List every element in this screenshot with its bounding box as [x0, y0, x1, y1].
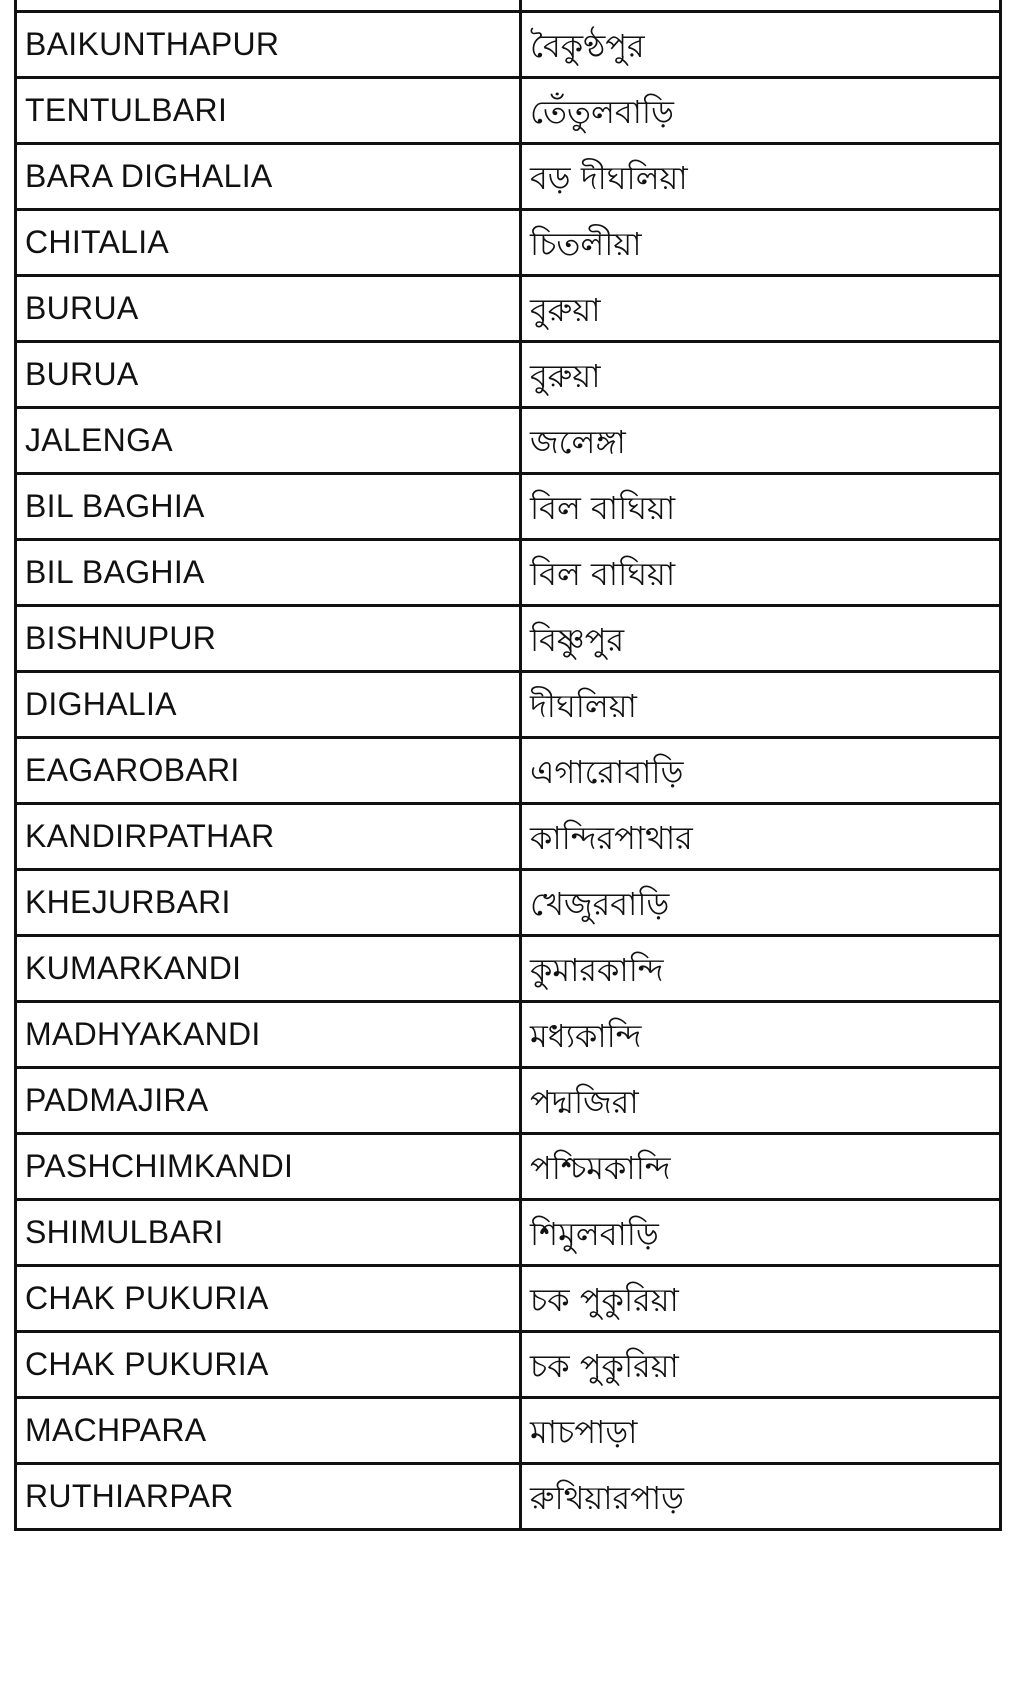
- table-row: [16, 804, 1001, 870]
- table-row: [16, 1134, 1001, 1200]
- table-row: [16, 1002, 1001, 1068]
- place-name-table: [14, 0, 1002, 1531]
- table-row: [16, 144, 1001, 210]
- table-left-border: [0, 0, 3, 1612]
- bengali-name-cell: [521, 342, 1001, 408]
- bengali-name-text: দীঘলিয়া: [530, 686, 637, 725]
- english-name-cell: KANDIRPATHAR: [16, 804, 521, 870]
- english-name-cell: EAGAROBARI: [16, 738, 521, 804]
- table-row: [16, 78, 1001, 144]
- bengali-name-text: বুরুয়া: [530, 290, 601, 329]
- table-row: [16, 408, 1001, 474]
- bengali-name-text: বিল বাঘিয়া: [530, 488, 676, 527]
- english-name-cell: BURUA: [16, 342, 521, 408]
- bengali-name-text: বিল বাঘিয়া: [530, 554, 676, 593]
- english-name-cell: SHIMULBARI: [16, 1200, 521, 1266]
- bengali-name-text: বৈকুণ্ঠপুর: [530, 26, 645, 65]
- table-row: [16, 540, 1001, 606]
- bengali-name-cell: [521, 1464, 1001, 1530]
- english-name-cell: DIGHALIA: [16, 672, 521, 738]
- english-name-cell: PASHCHIMKANDI: [16, 1134, 521, 1200]
- bengali-name-cell: [521, 1332, 1001, 1398]
- bengali-name-text: কুমারকান্দি: [530, 950, 664, 989]
- english-name-cell: BISHNUPUR: [16, 606, 521, 672]
- bengali-name-text: মধ্যকান্দি: [530, 1016, 642, 1055]
- bengali-name-cell: [521, 606, 1001, 672]
- bengali-name-text: চিতলীয়া: [530, 224, 642, 263]
- english-name-cell: BIL BAGHIA: [16, 540, 521, 606]
- bengali-name-text: রুথিয়ারপাড়: [530, 1478, 685, 1517]
- bengali-name-text: বুরুয়া: [530, 356, 601, 395]
- table-row: [16, 1266, 1001, 1332]
- table-body: [16, 0, 1001, 1530]
- bengali-name-text: শিমুলবাড়ি: [530, 1214, 659, 1253]
- english-name-cell: BURUA: [16, 276, 521, 342]
- table-row: [16, 210, 1001, 276]
- table-header-remnant: [16, 0, 1001, 12]
- table-row: [16, 738, 1001, 804]
- table-row: [16, 342, 1001, 408]
- bengali-name-text: এগারোবাড়ি: [530, 752, 684, 791]
- bengali-name-cell: [521, 540, 1001, 606]
- english-name-cell: RUTHIARPAR: [16, 1464, 521, 1530]
- table-row: [16, 1464, 1001, 1530]
- bengali-name-cell: [521, 1002, 1001, 1068]
- bengali-name-cell: [521, 1134, 1001, 1200]
- bengali-name-text: বড় দীঘলিয়া: [530, 158, 688, 197]
- bengali-name-cell: [521, 276, 1001, 342]
- bengali-name-text: খেজুরবাড়ি: [530, 884, 670, 923]
- english-name-cell: BAIKUNTHAPUR: [16, 12, 521, 78]
- table-row: [16, 672, 1001, 738]
- table-row: [16, 474, 1001, 540]
- bengali-name-text: চক পুকুরিয়া: [530, 1280, 679, 1319]
- table-row: [16, 12, 1001, 78]
- table-row: [16, 276, 1001, 342]
- english-name-cell: MACHPARA: [16, 1398, 521, 1464]
- english-name-cell: TENTULBARI: [16, 78, 521, 144]
- bengali-name-cell: [521, 1266, 1001, 1332]
- bengali-name-cell: [521, 1200, 1001, 1266]
- table-row: [16, 1068, 1001, 1134]
- english-name-cell: KUMARKANDI: [16, 936, 521, 1002]
- bengali-name-cell: [521, 738, 1001, 804]
- english-name-cell: KHEJURBARI: [16, 870, 521, 936]
- bengali-name-cell: [521, 12, 1001, 78]
- bengali-name-text: তেঁতুলবাড়ি: [530, 92, 674, 131]
- bengali-name-cell: [521, 804, 1001, 870]
- english-name-cell: PADMAJIRA: [16, 1068, 521, 1134]
- bengali-name-text: পদ্মজিরা: [530, 1082, 639, 1121]
- table-row: [16, 936, 1001, 1002]
- bengali-name-text: কান্দিরপাথার: [530, 818, 693, 857]
- bengali-name-cell: [521, 1068, 1001, 1134]
- table-row: [16, 1332, 1001, 1398]
- bengali-name-cell: [521, 474, 1001, 540]
- bengali-name-cell: [521, 1398, 1001, 1464]
- table-row: [16, 1398, 1001, 1464]
- bengali-name-cell: [521, 78, 1001, 144]
- bengali-name-text: বিষ্ণুপুর: [530, 620, 625, 659]
- english-name-cell: JALENGA: [16, 408, 521, 474]
- bengali-name-cell: [521, 210, 1001, 276]
- english-name-cell: BARA DIGHALIA: [16, 144, 521, 210]
- table-row: [16, 606, 1001, 672]
- table-row: [16, 1200, 1001, 1266]
- english-name-cell: BIL BAGHIA: [16, 474, 521, 540]
- english-name-cell: CHAK PUKURIA: [16, 1266, 521, 1332]
- bengali-name-cell: [521, 672, 1001, 738]
- bengali-name-text: পশ্চিমকান্দি: [530, 1148, 671, 1187]
- bengali-name-text: চক পুকুরিয়া: [530, 1346, 679, 1385]
- bengali-name-cell: [521, 408, 1001, 474]
- header-cell-english: [16, 0, 521, 12]
- english-name-cell: MADHYAKANDI: [16, 1002, 521, 1068]
- bengali-name-text: মাচপাড়া: [530, 1412, 638, 1451]
- bengali-name-cell: [521, 144, 1001, 210]
- english-name-cell: CHITALIA: [16, 210, 521, 276]
- bengali-name-text: জলেঙ্গা: [530, 422, 626, 461]
- bengali-name-cell: [521, 870, 1001, 936]
- header-cell-bengali: [521, 0, 1001, 12]
- bengali-name-cell: [521, 936, 1001, 1002]
- table-row: [16, 870, 1001, 936]
- english-name-cell: CHAK PUKURIA: [16, 1332, 521, 1398]
